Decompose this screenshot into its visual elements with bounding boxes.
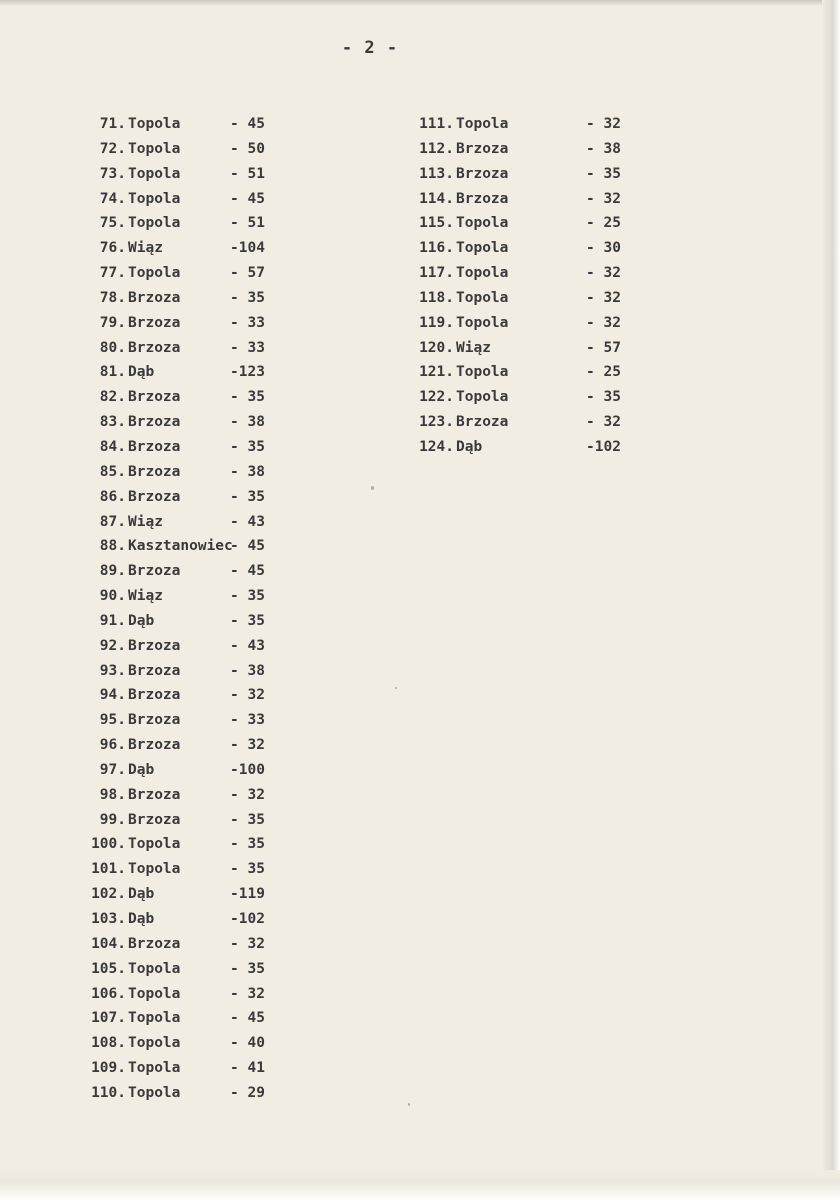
tree-measurement: - 45 bbox=[230, 538, 265, 555]
list-item bbox=[62, 659, 265, 684]
tree-species: Wiąz bbox=[456, 339, 491, 356]
tree-measurement: - 35 bbox=[230, 488, 265, 505]
item-number: 96. bbox=[99, 737, 126, 754]
list-item bbox=[62, 1031, 265, 1056]
list-item bbox=[62, 1056, 265, 1081]
tree-species: Brzoza bbox=[128, 712, 181, 729]
item-number: 106. bbox=[91, 985, 126, 1002]
tree-measurement: - 32 bbox=[230, 985, 265, 1002]
item-number: 82. bbox=[99, 389, 126, 406]
tree-measurement: -102 bbox=[586, 438, 621, 455]
item-number: 115. bbox=[419, 215, 454, 232]
tree-species: Dąb bbox=[128, 364, 155, 381]
tree-species: Topola bbox=[128, 190, 181, 207]
list-item bbox=[62, 932, 265, 957]
tree-measurement: - 32 bbox=[586, 265, 621, 282]
item-number: 94. bbox=[99, 687, 126, 704]
tree-species: Topola bbox=[128, 985, 181, 1002]
tree-measurement: - 41 bbox=[230, 1060, 265, 1077]
tree-measurement: - 35 bbox=[230, 960, 265, 977]
list-item bbox=[62, 485, 265, 510]
tree-measurement: - 40 bbox=[230, 1035, 265, 1052]
list-item bbox=[62, 360, 265, 385]
item-number: 119. bbox=[419, 314, 454, 331]
tree-species: Topola bbox=[456, 240, 509, 257]
list-item bbox=[62, 137, 265, 162]
item-number: 80. bbox=[99, 339, 126, 356]
tree-species: Wiąz bbox=[128, 240, 163, 257]
item-number: 100. bbox=[91, 836, 126, 853]
tree-species: Topola bbox=[128, 140, 181, 157]
tree-species: Dąb bbox=[128, 886, 155, 903]
item-number: 113. bbox=[419, 165, 454, 182]
tree-measurement: - 32 bbox=[586, 289, 621, 306]
tree-measurement: - 57 bbox=[586, 339, 621, 356]
list-item bbox=[62, 982, 265, 1007]
tree-measurement: - 43 bbox=[230, 637, 265, 654]
tree-species: Topola bbox=[128, 1084, 181, 1101]
item-number: 104. bbox=[91, 935, 126, 952]
tree-species: Topola bbox=[456, 389, 509, 406]
tree-measurement: - 38 bbox=[586, 140, 621, 157]
tree-measurement: -123 bbox=[230, 364, 265, 381]
list-item bbox=[62, 609, 265, 634]
item-number: 74. bbox=[99, 190, 126, 207]
list-item bbox=[62, 634, 265, 659]
item-number: 77. bbox=[99, 265, 126, 282]
list-item bbox=[390, 137, 621, 162]
item-number: 121. bbox=[419, 364, 454, 381]
list-item bbox=[62, 683, 265, 708]
tree-measurement: - 43 bbox=[230, 513, 265, 530]
tree-species: Topola bbox=[128, 116, 181, 132]
item-number: 79. bbox=[99, 314, 126, 331]
list-item bbox=[62, 857, 265, 882]
item-number: 112. bbox=[419, 140, 454, 157]
tree-species: Brzoza bbox=[128, 339, 181, 356]
page-bottom-shadow bbox=[0, 1170, 840, 1200]
item-number: 123. bbox=[419, 414, 454, 431]
list-item bbox=[62, 808, 265, 833]
tree-species: Wiąz bbox=[128, 588, 163, 605]
item-number: 91. bbox=[99, 612, 126, 629]
tree-species: Brzoza bbox=[128, 563, 181, 580]
tree-measurement: - 45 bbox=[230, 563, 265, 580]
tree-species: Topola bbox=[128, 265, 181, 282]
tree-species: Topola bbox=[456, 364, 509, 381]
list-item bbox=[62, 907, 265, 932]
tree-measurement: - 35 bbox=[230, 861, 265, 878]
tree-measurement: - 50 bbox=[230, 140, 265, 157]
item-number: 118. bbox=[419, 289, 454, 306]
item-number: 90. bbox=[99, 588, 126, 605]
list-item bbox=[390, 435, 621, 460]
tree-measurement: - 32 bbox=[586, 190, 621, 207]
list-item bbox=[62, 187, 265, 212]
tree-species: Dąb bbox=[128, 911, 155, 927]
item-number: 75. bbox=[99, 215, 126, 232]
tree-measurement: - 35 bbox=[230, 588, 265, 605]
item-number: 103. bbox=[91, 911, 126, 927]
tree-species: Brzoza bbox=[128, 289, 181, 306]
tree-species: Dąb bbox=[128, 761, 155, 778]
item-number: 114. bbox=[419, 190, 454, 207]
item-number: 102. bbox=[91, 886, 126, 903]
item-number: 73. bbox=[99, 165, 126, 182]
tree-measurement: - 35 bbox=[230, 836, 265, 853]
scan-top-edge bbox=[0, 0, 826, 6]
tree-species: Brzoza bbox=[128, 786, 181, 803]
tree-measurement: - 35 bbox=[586, 389, 621, 406]
tree-species: Topola bbox=[128, 165, 181, 182]
tree-measurement: - 38 bbox=[230, 414, 265, 431]
item-number: 81. bbox=[99, 364, 126, 381]
item-number: 78. bbox=[99, 289, 126, 306]
tree-measurement: - 35 bbox=[230, 389, 265, 406]
item-number: 83. bbox=[99, 414, 126, 431]
item-number: 93. bbox=[99, 662, 126, 679]
list-item bbox=[390, 261, 621, 286]
list-item bbox=[390, 360, 621, 385]
list-item bbox=[62, 882, 265, 907]
tree-measurement: - 35 bbox=[230, 438, 265, 455]
list-item bbox=[62, 559, 265, 584]
item-number: 72. bbox=[99, 140, 126, 157]
paper-speck bbox=[395, 687, 397, 689]
tree-species: Topola bbox=[128, 215, 181, 232]
tree-measurement: - 45 bbox=[230, 190, 265, 207]
tree-species: Brzoza bbox=[128, 463, 181, 480]
tree-measurement: - 51 bbox=[230, 215, 265, 232]
item-number: 109. bbox=[91, 1060, 126, 1077]
item-number: 117. bbox=[419, 265, 454, 282]
tree-measurement: - 25 bbox=[586, 215, 621, 232]
item-number: 87. bbox=[99, 513, 126, 530]
list-item bbox=[62, 534, 265, 559]
list-item bbox=[62, 261, 265, 286]
list-item bbox=[62, 584, 265, 609]
tree-species: Brzoza bbox=[128, 389, 181, 406]
tree-species: Topola bbox=[456, 314, 509, 331]
list-item bbox=[62, 112, 265, 137]
page-edge-shadow bbox=[822, 0, 840, 1200]
item-number: 85. bbox=[99, 463, 126, 480]
tree-species: Brzoza bbox=[128, 488, 181, 505]
tree-measurement: - 29 bbox=[230, 1084, 265, 1101]
tree-measurement: - 35 bbox=[230, 612, 265, 629]
tree-measurement: - 57 bbox=[230, 265, 265, 282]
tree-measurement: - 45 bbox=[230, 1010, 265, 1027]
tree-measurement: - 33 bbox=[230, 712, 265, 729]
list-item bbox=[390, 187, 621, 212]
tree-species: Topola bbox=[456, 215, 509, 232]
tree-measurement: - 32 bbox=[230, 935, 265, 952]
list-item bbox=[62, 211, 265, 236]
tree-species: Topola bbox=[128, 1060, 181, 1077]
tree-species: Topola bbox=[128, 836, 181, 853]
tree-species: Brzoza bbox=[128, 811, 181, 828]
list-item bbox=[62, 832, 265, 857]
list-item bbox=[62, 410, 265, 435]
item-number: 71. bbox=[99, 116, 126, 132]
tree-species: Brzoza bbox=[128, 314, 181, 331]
paper-speck bbox=[408, 1103, 410, 1106]
item-number: 108. bbox=[91, 1035, 126, 1052]
list-item bbox=[62, 336, 265, 361]
item-number: 122. bbox=[419, 389, 454, 406]
tree-species: Brzoza bbox=[128, 662, 181, 679]
tree-species: Brzoza bbox=[128, 687, 181, 704]
item-number: 101. bbox=[91, 861, 126, 878]
tree-species: Topola bbox=[128, 960, 181, 977]
tree-species: Dąb bbox=[128, 612, 155, 629]
tree-measurement: - 38 bbox=[230, 662, 265, 679]
list-item bbox=[390, 385, 621, 410]
item-number: 105. bbox=[91, 960, 126, 977]
list-item bbox=[62, 435, 265, 460]
item-number: 97. bbox=[99, 761, 126, 778]
tree-species: Dąb bbox=[456, 438, 483, 455]
item-number: 95. bbox=[99, 712, 126, 729]
item-number: 116. bbox=[419, 240, 454, 257]
list-item bbox=[390, 336, 621, 361]
list-item bbox=[62, 286, 265, 311]
tree-measurement: - 32 bbox=[230, 786, 265, 803]
list-item bbox=[62, 957, 265, 982]
tree-list-right-column bbox=[390, 112, 621, 460]
list-item bbox=[62, 758, 265, 783]
tree-species: Kasztanowiec bbox=[128, 538, 233, 555]
tree-measurement: - 35 bbox=[230, 289, 265, 306]
tree-species: Topola bbox=[128, 1035, 181, 1052]
tree-measurement: - 32 bbox=[586, 414, 621, 431]
list-item bbox=[62, 162, 265, 187]
list-item bbox=[390, 410, 621, 435]
list-item bbox=[390, 112, 621, 137]
item-number: 99. bbox=[99, 811, 126, 828]
list-item bbox=[62, 708, 265, 733]
list-item bbox=[390, 162, 621, 187]
tree-measurement: -102 bbox=[230, 911, 265, 927]
tree-measurement: -104 bbox=[230, 240, 265, 257]
item-number: 86. bbox=[99, 488, 126, 505]
tree-species: Brzoza bbox=[456, 165, 509, 182]
list-item bbox=[62, 783, 265, 808]
tree-species: Topola bbox=[456, 265, 509, 282]
list-item bbox=[62, 510, 265, 535]
item-number: 84. bbox=[99, 438, 126, 455]
list-item bbox=[62, 733, 265, 758]
list-item bbox=[62, 311, 265, 336]
item-number: 88. bbox=[99, 538, 126, 555]
item-number: 98. bbox=[99, 786, 126, 803]
tree-measurement: - 33 bbox=[230, 339, 265, 356]
list-item bbox=[62, 385, 265, 410]
tree-species: Topola bbox=[456, 289, 509, 306]
tree-measurement: -100 bbox=[230, 761, 265, 778]
list-item bbox=[62, 1081, 265, 1106]
item-number: 107. bbox=[91, 1010, 126, 1027]
page-number: - 2 - bbox=[341, 38, 399, 58]
tree-measurement: -119 bbox=[230, 886, 265, 903]
tree-species: Brzoza bbox=[128, 414, 181, 431]
tree-measurement: - 33 bbox=[230, 314, 265, 331]
list-item bbox=[390, 286, 621, 311]
tree-species: Brzoza bbox=[128, 935, 181, 952]
tree-measurement: - 45 bbox=[230, 116, 265, 132]
item-number: 76. bbox=[99, 240, 126, 257]
tree-measurement: - 35 bbox=[230, 811, 265, 828]
tree-measurement: - 32 bbox=[586, 314, 621, 331]
item-number: 92. bbox=[99, 637, 126, 654]
tree-list-left-column bbox=[62, 112, 265, 1106]
tree-species: Topola bbox=[128, 1010, 181, 1027]
tree-measurement: - 32 bbox=[586, 116, 621, 132]
tree-species: Topola bbox=[456, 116, 509, 132]
tree-species: Brzoza bbox=[456, 414, 509, 431]
tree-measurement: - 32 bbox=[230, 687, 265, 704]
list-item bbox=[390, 236, 621, 261]
tree-species: Brzoza bbox=[128, 637, 181, 654]
item-number: 111. bbox=[419, 116, 454, 132]
item-number: 110. bbox=[91, 1084, 126, 1101]
tree-species: Brzoza bbox=[128, 737, 181, 754]
list-item bbox=[62, 1006, 265, 1031]
tree-species: Wiąz bbox=[128, 513, 163, 530]
item-number: 124. bbox=[419, 438, 454, 455]
tree-species: Topola bbox=[128, 861, 181, 878]
tree-measurement: - 25 bbox=[586, 364, 621, 381]
tree-measurement: - 51 bbox=[230, 165, 265, 182]
tree-measurement: - 35 bbox=[586, 165, 621, 182]
list-item bbox=[62, 236, 265, 261]
list-item bbox=[390, 211, 621, 236]
tree-species: Brzoza bbox=[128, 438, 181, 455]
paper-speck bbox=[371, 486, 374, 490]
tree-measurement: - 38 bbox=[230, 463, 265, 480]
tree-species: Brzoza bbox=[456, 140, 509, 157]
item-number: 120. bbox=[419, 339, 454, 356]
item-number: 89. bbox=[99, 563, 126, 580]
list-item bbox=[390, 311, 621, 336]
tree-species: Brzoza bbox=[456, 190, 509, 207]
list-item bbox=[62, 460, 265, 485]
tree-measurement: - 32 bbox=[230, 737, 265, 754]
tree-measurement: - 30 bbox=[586, 240, 621, 257]
